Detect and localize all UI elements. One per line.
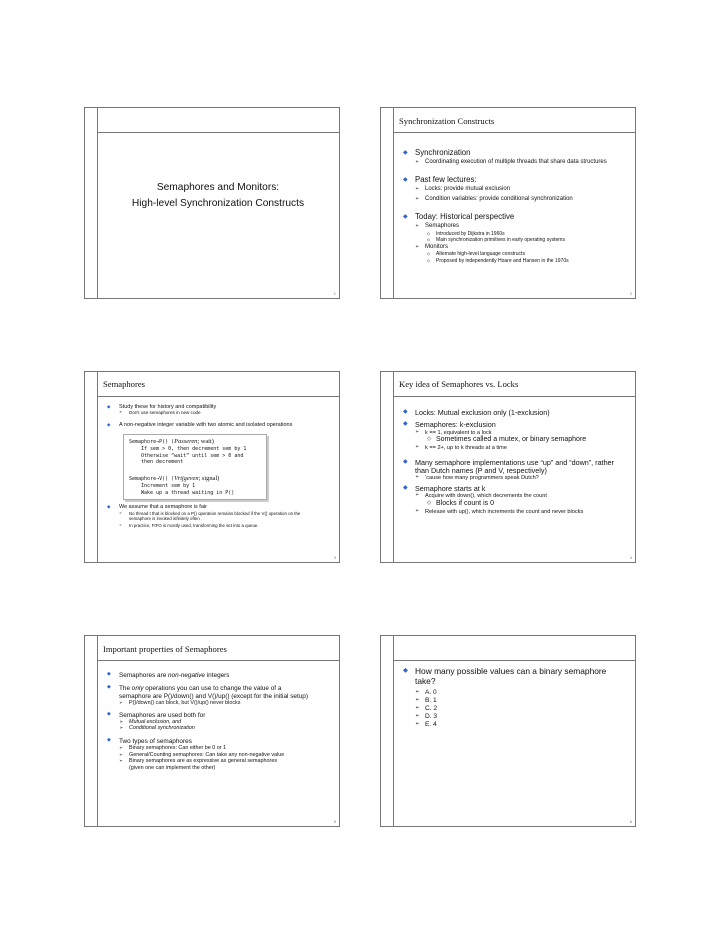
slide-title: Key idea of Semaphores vs. Locks	[399, 379, 519, 389]
slide-title: Synchronization Constructs	[399, 116, 495, 126]
slide-body	[107, 404, 331, 528]
sub-sub-bullet: ◇ Main synchronization primitives in early operating systems	[427, 237, 627, 243]
page-number: 3	[333, 555, 336, 560]
code-p-heading: Semaphore→P() (Passeren; wait)	[129, 438, 214, 446]
bullet: ◆ Synchronization	[403, 149, 627, 158]
sub-bullet: ➢ Don't use semaphores in new code	[119, 410, 331, 416]
bullet: ◆ Semaphores: k-exclusion	[403, 421, 627, 429]
page-number: 4	[629, 555, 632, 560]
slide-notes-bar	[381, 108, 394, 298]
slide-notes-bar	[85, 372, 98, 562]
bullet: ◆ A non-negative integer variable with two atomic and isolated operations	[107, 422, 331, 428]
slide-3	[84, 371, 340, 563]
bullet: ◆ Today: Historical perspective	[403, 213, 627, 222]
slide-title: Important properties of Semaphores	[103, 644, 227, 654]
slide-body	[403, 149, 627, 264]
bullet: ◆ We assume that a semaphore is fair	[107, 504, 331, 510]
bullet: ◆ Two types of semaphores	[107, 738, 331, 745]
option-d: ➢ D. 3	[415, 713, 627, 721]
slide-5	[84, 635, 340, 827]
sub-bullet: ➢ Locks: provide mutual exclusion	[415, 186, 627, 193]
code-line: Wake up a thread waiting in P()	[141, 489, 235, 496]
title-divider	[97, 396, 339, 397]
title-divider	[393, 132, 635, 133]
slide-6	[380, 635, 636, 827]
sub-sub-bullet: ◇ Introduced by Dijkstra in 1960s	[427, 231, 627, 237]
sub-bullet: ➢ Coordinating execution of multiple threads that share data structures	[415, 159, 627, 166]
bullet: ◆ Semaphore starts at k	[403, 485, 627, 493]
sub-sub-bullet: ◇ Sometimes called a mutex, or binary semaphore	[427, 436, 597, 445]
code-line: then decrement	[141, 459, 184, 466]
slide-2	[380, 107, 636, 299]
bullet: ◆ The only operations you can use to change the value of a semaphore are P()/down() and V()/up() (except for the initial setup)	[107, 685, 331, 700]
bullet: ◆ Past few lectures:	[403, 176, 627, 185]
title-divider	[393, 396, 635, 397]
bullet: ◆ Semaphores are non-negative integers	[107, 672, 331, 679]
bullet: ◆ Semaphores are used both for	[107, 712, 331, 719]
sub-bullet: ➢ Release with up(), which increments the count and never blocks	[415, 509, 627, 516]
sub-bullet: ➢ k == 1, equivalent to a lock	[415, 430, 627, 437]
sub-sub-bullet: ◇ Alternate high-level language constructs	[427, 251, 627, 257]
sub-bullet: ➢ k == 2+, up to k threads at a time	[415, 445, 627, 452]
slide-body	[403, 667, 627, 729]
sub-sub-bullet: ◇ Proposed by independently Hoare and Hansen in the 1970s	[427, 258, 627, 264]
bullet: ◆ Many semaphore implementations use “up” and “down”, rather than Dutch names (P and V, respectively)	[403, 459, 627, 476]
sub-bullet: ➢ Condition variables: provide conditional synchronization	[415, 196, 627, 203]
slide-title: Semaphores and Monitors: High-level Synchronization Constructs	[131, 182, 305, 209]
sub-sub-bullet: ◇ Blocks if count is 0	[427, 500, 627, 509]
code-v-heading: Semaphore→V() (Vrijgeven; signal)	[129, 474, 220, 482]
slide-title: Semaphores	[103, 379, 146, 389]
slide-4	[380, 371, 636, 563]
option-e: ➢ E. 4	[415, 721, 627, 729]
title-divider	[97, 132, 339, 133]
slide-body	[107, 672, 331, 771]
bullet: ◆ Study these for history and compatibility	[107, 404, 331, 410]
slide-body	[403, 409, 627, 515]
sub-bullet: ➢ Conditional synchronization	[119, 725, 331, 731]
code-box	[123, 434, 267, 500]
sub-bullet: ➢ ‘cause how many programmers speak Dutch?	[415, 475, 627, 482]
slide-1	[84, 107, 340, 299]
sub-bullet: ➢ Binary semaphores: Can either be 0 or 1	[119, 745, 331, 751]
sub-bullet: ➢ Binary semaphores are as expressive as general semaphores (given one can implement the other)	[119, 758, 331, 771]
page-number: 6	[629, 819, 632, 824]
title-divider	[97, 660, 339, 661]
code-line: Otherwise “wait” until sem > 0 and	[141, 452, 244, 459]
slide-notes-bar	[381, 636, 394, 826]
option-a: ➢ A. 0	[415, 689, 627, 697]
slide-notes-bar	[381, 372, 394, 562]
option-b: ➢ B. 1	[415, 697, 627, 705]
page-number: 5	[333, 819, 336, 824]
sub-bullet: ➢ Acquire with down(), which decrements the count	[415, 493, 627, 500]
sub-bullet: ➢ No thread t that is blocked on a P() operation remains blocked if the V() operation on the semaphore is invoked infinitely often	[119, 511, 331, 522]
options-list	[415, 689, 627, 729]
option-c: ➢ C. 2	[415, 705, 627, 713]
page-number: 1	[333, 291, 336, 296]
question: ◆ How many possible values can a binary semaphore take?	[403, 667, 627, 686]
sub-bullet: ➢ P()/down() can block, but V()/up() never blocks	[119, 700, 331, 706]
code-line: Increment sem by 1	[141, 483, 196, 490]
sub-bullet: ➢ In practice, FIFO is mostly used, transforming the set into a queue.	[119, 523, 331, 528]
bullet: ◆ Locks: Mutual exclusion only (1-exclusion)	[403, 409, 627, 417]
sub-bullet: ➢ Monitors	[415, 244, 627, 251]
page-number: 2	[629, 291, 632, 296]
title-divider	[393, 660, 635, 661]
code-line: If sem > 0, then decrement sem by 1	[141, 446, 247, 453]
slide-notes-bar	[85, 636, 98, 826]
sub-bullet: ➢ General/Counting semaphores: Can take any non-negative value	[119, 752, 331, 758]
sub-bullet: ➢ Mutual exclusion, and	[119, 719, 331, 725]
sub-bullet: ➢ Semaphores	[415, 223, 627, 230]
